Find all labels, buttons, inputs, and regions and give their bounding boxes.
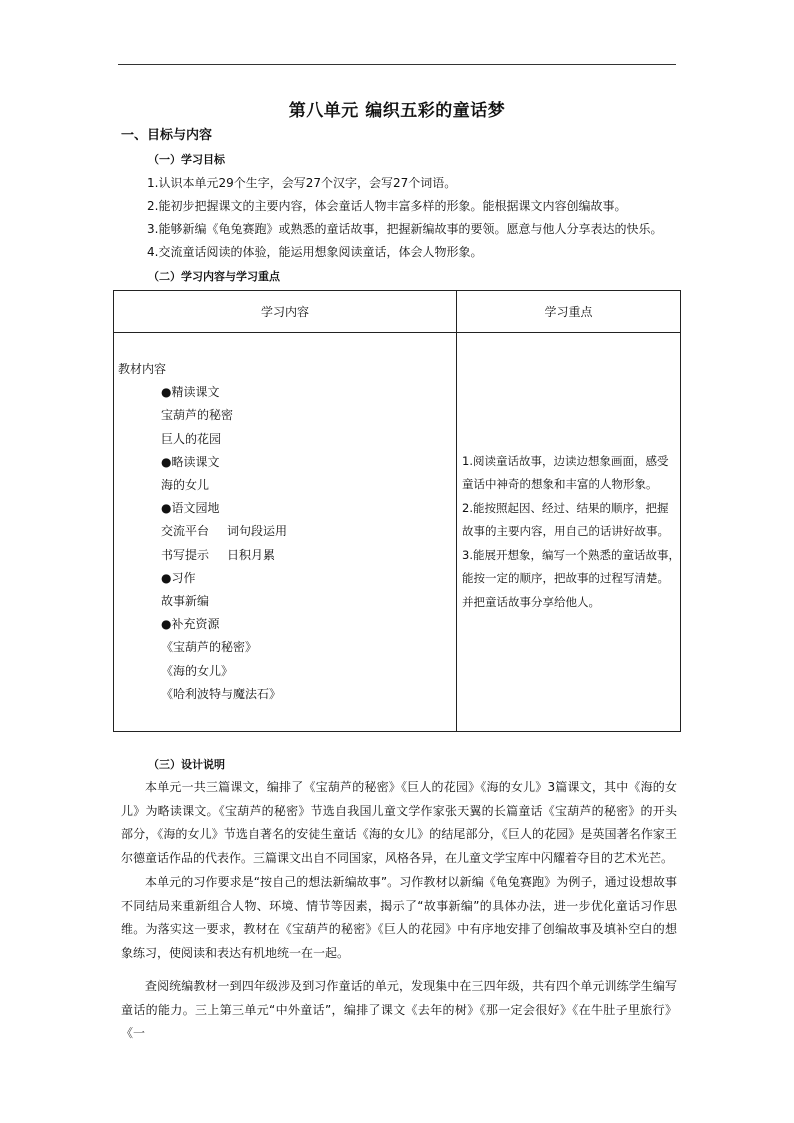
body-paragraph: 本单元的习作要求是“按自己的想法新编故事”。习作教材以新编《龟兔赛跑》为例子，通过设想故事不同结局来重新组合人物、环境、情节等因素，揭示了“故事新编”的具体办法，进一步优化童话习作思维。为落实这一要求，教材在《宝葫芦的秘密》《巨人的花园》中有序地安排了创编故事及填补空白的想象练习，使阅读和表达有机地统一在一起。 — [121, 875, 677, 960]
body-paragraph: 查阅统编教材一到四年级涉及到习作童话的单元，发现集中在三四年级，共有四个单元训练学生编写童话的能力。三上第三单元“中外童话”，编排了课文《去年的树》《那一定会很好》《在牛肚子里旅行》《一 — [121, 979, 677, 1041]
list-item-pair — [118, 520, 456, 543]
content-cell — [114, 333, 457, 732]
focus-line: 童话中神奇的想象和丰富的人物形象。 — [462, 477, 658, 492]
list-item: ●略读课文 — [161, 454, 220, 469]
focus-line: 能按一定的顺序，把故事的过程写清楚。 — [462, 571, 669, 586]
list-item: 巨人的花园 — [161, 431, 222, 446]
list-item: 交流平台 — [161, 524, 210, 539]
list-item: ●语文园地 — [161, 501, 220, 516]
focus-cell — [457, 333, 681, 732]
goal-item: 2.能初步把握课文的主要内容，体会童话人物丰富多样的形象。能根据课文内容创编故事。 — [147, 199, 627, 213]
focus-line: 1.阅读童话故事，边读边想象画面，感受 — [462, 453, 669, 468]
goal-item: 3.能够新编《龟兔赛跑》或熟悉的童话故事，把握新编故事的要领。愿意与他人分享表达的快乐。 — [147, 222, 663, 236]
subheading-content-focus: （二）学习内容与学习重点 — [148, 270, 280, 283]
table-header-content: 学习内容 — [114, 291, 457, 333]
list-item: 海的女儿 — [161, 478, 210, 493]
subheading-learning-goals: （一）学习目标 — [148, 153, 225, 166]
list-item: ●习作 — [161, 570, 196, 585]
list-item: 《宝葫芦的秘密》 — [161, 640, 258, 655]
goal-item: 1.认识本单元29个生字，会写27个汉字，会写27个词语。 — [147, 176, 457, 190]
content-focus-table — [113, 290, 681, 732]
list-item-pair — [118, 544, 456, 567]
list-item: 词句段运用 — [227, 524, 288, 539]
body-paragraph: 本单元一共三篇课文，编排了《宝葫芦的秘密》《巨人的花园》《海的女儿》3篇课文，其中《海的女儿》为略读课文。《宝葫芦的秘密》节选自我国儿童文学作家张天翼的长篇童话《宝葫芦的秘密》的开头部分，《海的女儿》节选自著名的安徒生童话《海的女儿》的结尾部分，《巨人的花园》是英国著名作家王尔德童话作品的代表作。三篇课文出自不同国家，风格各异，在儿童文学宝库中闪耀着夺目的艺术光芒。 — [121, 780, 677, 865]
list-item: 故事新编 — [161, 593, 210, 608]
subheading-design-notes: （三）设计说明 — [148, 758, 225, 771]
list-item: 《哈利波特与魔法石》 — [161, 686, 282, 701]
focus-line: 2.能按照起因、经过、结果的顺序，把握 — [462, 500, 669, 515]
list-item: ●补充资源 — [161, 617, 220, 632]
focus-line: 并把童话故事分享给他人。 — [462, 594, 600, 609]
list-item: ●精读课文 — [161, 385, 220, 400]
table-header-focus: 学习重点 — [457, 291, 681, 333]
list-item: 《海的女儿》 — [161, 663, 234, 678]
content-list — [114, 358, 456, 706]
page-title: 第八单元 编织五彩的童话梦 — [288, 101, 506, 121]
list-item: 日积月累 — [227, 547, 276, 562]
focus-line: 故事的主要内容，用自己的话讲好故事。 — [462, 524, 669, 539]
list-item: 书写提示 — [161, 547, 210, 562]
goal-item: 4.交流童话阅读的体验，能运用想象阅读童话，体会人物形象。 — [147, 245, 483, 259]
focus-list — [457, 450, 680, 615]
section-heading-goals-content: 一、目标与内容 — [121, 128, 213, 143]
header-rule — [118, 64, 676, 65]
content-title: 教材内容 — [118, 362, 167, 377]
focus-line: 3.能展开想象，编写一个熟悉的童话故事， — [462, 547, 680, 562]
list-item: 宝葫芦的秘密 — [161, 408, 234, 423]
